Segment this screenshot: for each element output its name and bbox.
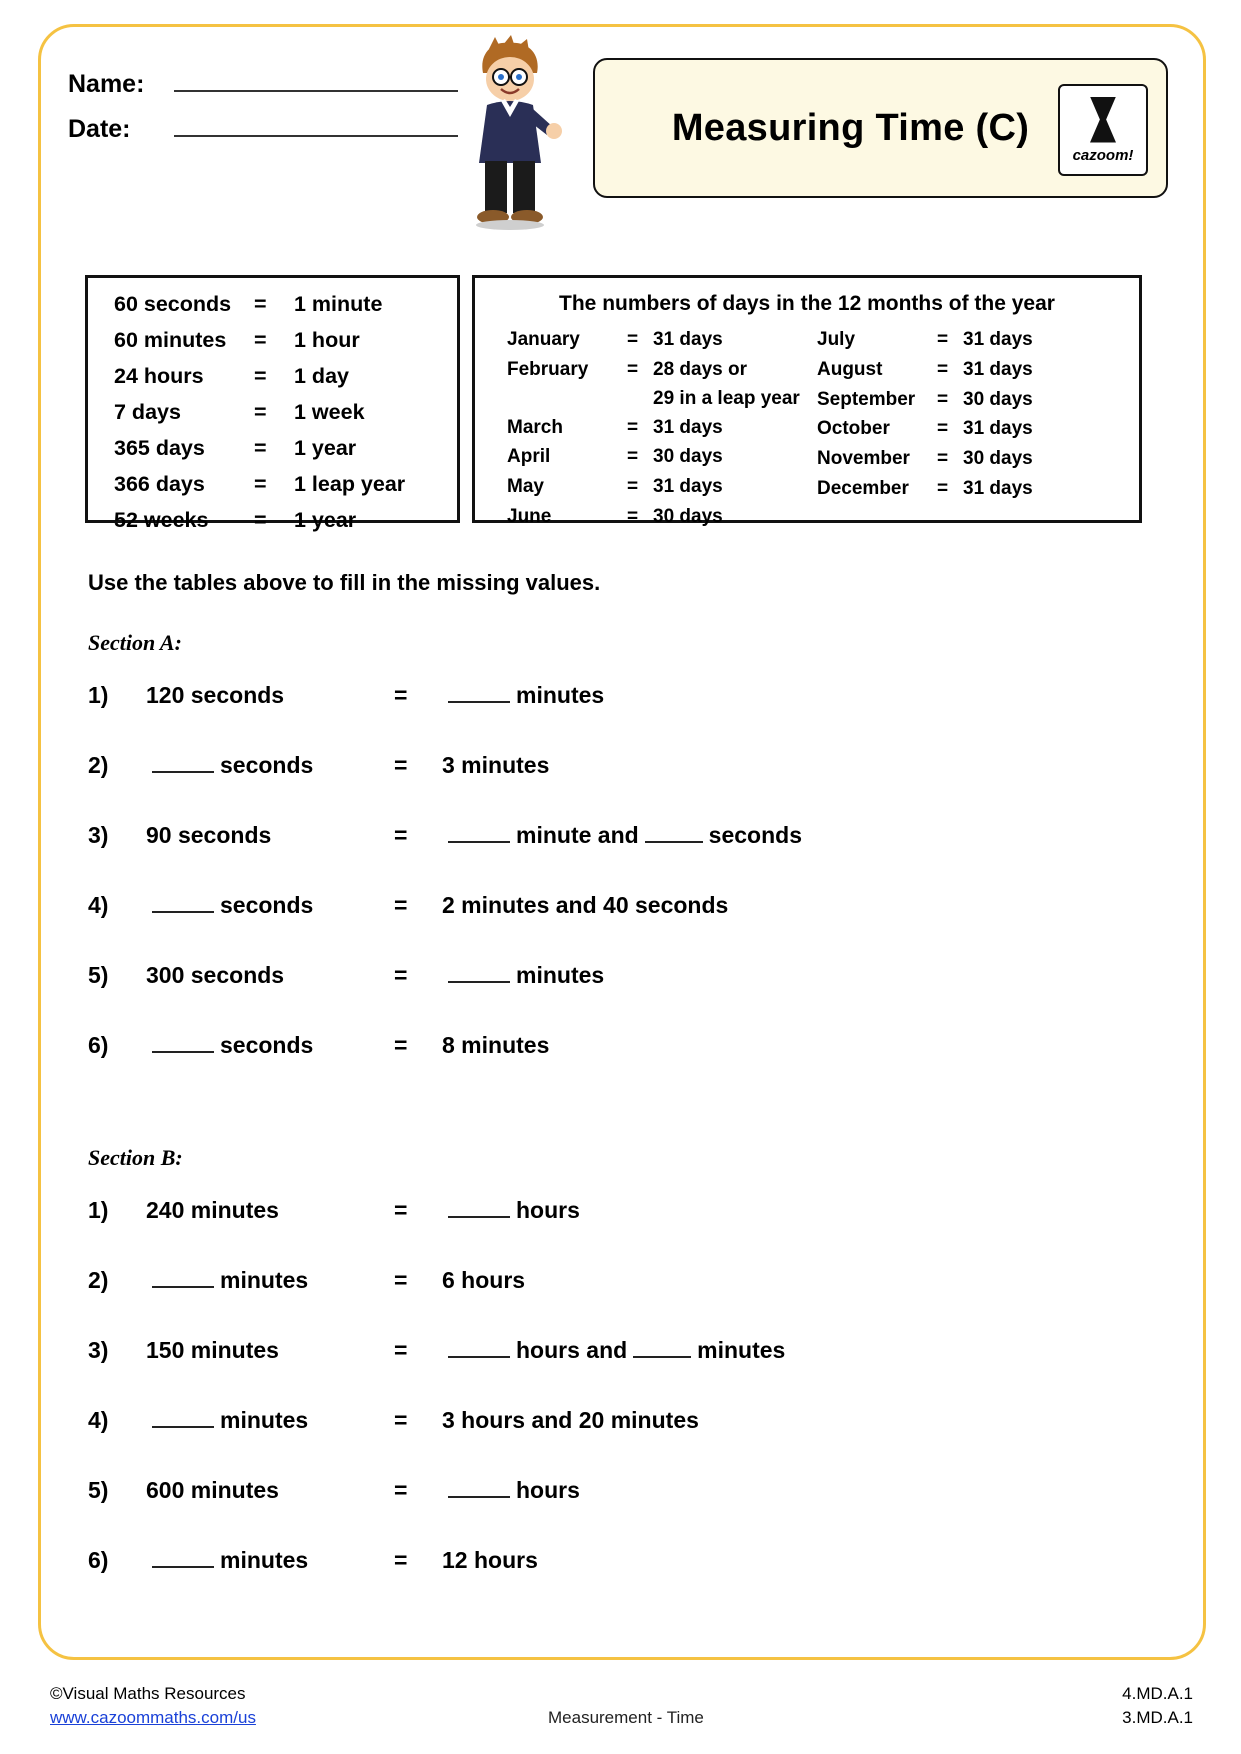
question-equals: = xyxy=(394,1267,408,1293)
table-row xyxy=(114,364,457,389)
question-b-3 xyxy=(88,1337,785,1364)
cazoom-logo xyxy=(1058,84,1148,176)
leap-year-note: 29 in a leap year xyxy=(653,387,800,409)
answer-blank[interactable] xyxy=(152,1408,214,1428)
table-row xyxy=(507,445,817,469)
question-number: 5) xyxy=(88,1477,109,1503)
month-equals: = xyxy=(627,476,639,497)
months-column-right xyxy=(817,328,1127,535)
question-b-2 xyxy=(88,1267,525,1294)
fact-from: 24 hours xyxy=(114,364,204,388)
date-label: Date: xyxy=(68,115,131,143)
question-right: 3 hours and 20 minutes xyxy=(442,1407,699,1433)
question-right xyxy=(442,1477,580,1504)
question-number: 1) xyxy=(88,1197,109,1223)
copyright-text: ©Visual Maths Resources xyxy=(50,1684,246,1703)
month-equals: = xyxy=(937,448,949,469)
month-days: 31 days xyxy=(653,416,723,438)
question-b-5 xyxy=(88,1477,580,1504)
fact-from: 7 days xyxy=(114,400,181,424)
month-equals: = xyxy=(627,329,639,350)
month-name: October xyxy=(817,418,890,440)
question-number: 3) xyxy=(88,1337,109,1363)
question-left xyxy=(146,1267,394,1294)
answer-blank[interactable] xyxy=(448,823,510,843)
answer-unit-2: minutes xyxy=(697,1337,786,1363)
month-name: June xyxy=(507,505,552,527)
section-a-title: Section A: xyxy=(88,630,182,655)
table-row xyxy=(507,358,817,382)
months-table xyxy=(472,275,1142,527)
month-equals: = xyxy=(937,358,949,380)
fact-to: 1 minute xyxy=(294,292,383,316)
month-days: 31 days xyxy=(963,477,1033,499)
boy-mascot-icon xyxy=(455,35,565,230)
question-number: 3) xyxy=(88,822,109,848)
instruction-text: Use the tables above to fill in the missing values. xyxy=(88,570,601,595)
question-equals: = xyxy=(394,1477,408,1503)
question-left xyxy=(146,752,394,779)
fact-equals: = xyxy=(254,472,267,496)
question-number: 2) xyxy=(88,1267,109,1293)
month-equals: = xyxy=(937,418,949,440)
fact-from: 366 days xyxy=(114,472,205,496)
fact-to: 1 leap year xyxy=(294,472,406,496)
month-name: March xyxy=(507,416,563,438)
month-name: April xyxy=(507,446,551,468)
fact-to: 1 year xyxy=(294,436,357,460)
answer-blank[interactable] xyxy=(448,1478,510,1498)
question-number: 6) xyxy=(88,1547,109,1573)
table-row xyxy=(114,400,457,425)
cazoom-wordmark: cazoom! xyxy=(1072,146,1134,164)
table-row xyxy=(507,416,817,440)
month-days: 31 days xyxy=(963,329,1033,350)
month-name: July xyxy=(817,329,856,350)
question-b-1 xyxy=(88,1197,580,1224)
answer-unit-2: seconds xyxy=(708,822,802,848)
month-days: 31 days xyxy=(963,418,1033,440)
fact-equals: = xyxy=(254,292,267,316)
fact-equals: = xyxy=(254,328,267,352)
month-equals: = xyxy=(627,446,639,468)
question-left xyxy=(146,1407,394,1434)
answer-blank[interactable] xyxy=(448,963,510,983)
table-row xyxy=(507,505,817,529)
table-row xyxy=(817,358,1127,382)
table-row xyxy=(114,436,457,461)
answer-unit: seconds xyxy=(220,752,314,778)
question-right xyxy=(442,962,604,989)
question-equals: = xyxy=(394,892,408,918)
answer-unit: minutes xyxy=(220,1407,309,1433)
table-row xyxy=(507,475,817,499)
footer-copyright xyxy=(50,1684,256,1728)
fact-equals: = xyxy=(254,400,267,424)
question-right: 3 minutes xyxy=(442,752,550,778)
question-number: 6) xyxy=(88,1032,109,1058)
table-row xyxy=(817,417,1127,441)
answer-unit: seconds xyxy=(220,892,314,918)
fact-to: 1 week xyxy=(294,400,365,424)
fact-from: 60 minutes xyxy=(114,328,227,352)
month-equals: = xyxy=(937,388,949,410)
month-name: August xyxy=(817,358,883,380)
question-left: 600 minutes xyxy=(146,1477,279,1503)
question-right: 2 minutes and 40 seconds xyxy=(442,892,729,918)
answer-unit: minutes xyxy=(220,1547,309,1573)
question-number: 2) xyxy=(88,752,109,778)
answer-unit: minutes xyxy=(516,682,605,708)
question-right: 12 hours xyxy=(442,1547,538,1573)
answer-blank[interactable] xyxy=(152,1268,214,1288)
fact-from: 52 weeks xyxy=(114,508,209,532)
months-column-left xyxy=(507,328,817,535)
table-row xyxy=(817,477,1127,501)
question-number: 4) xyxy=(88,1407,109,1433)
date-input-line[interactable] xyxy=(174,117,458,137)
date-row xyxy=(68,115,458,144)
question-right xyxy=(442,682,604,709)
question-equals: = xyxy=(394,752,408,778)
question-right xyxy=(442,822,802,849)
answer-unit: minute and xyxy=(516,822,639,848)
student-info xyxy=(68,70,458,160)
month-days: 30 days xyxy=(653,505,723,527)
month-name: December xyxy=(817,477,909,499)
answer-unit: minutes xyxy=(220,1267,309,1293)
month-days: 30 days xyxy=(653,446,723,468)
question-number: 4) xyxy=(88,892,109,918)
question-left xyxy=(146,892,394,919)
question-a-2 xyxy=(88,752,549,779)
table-row xyxy=(114,508,457,533)
question-equals: = xyxy=(394,1547,408,1573)
question-equals: = xyxy=(394,1032,408,1058)
answer-blank[interactable] xyxy=(633,1338,691,1358)
question-b-4 xyxy=(88,1407,699,1434)
answer-blank[interactable] xyxy=(152,1033,214,1053)
month-name: February xyxy=(507,358,589,380)
name-row xyxy=(68,70,458,99)
month-days: 30 days xyxy=(963,448,1033,469)
question-left: 150 minutes xyxy=(146,1337,279,1363)
month-days: 31 days xyxy=(653,329,723,350)
question-a-4 xyxy=(88,892,728,919)
question-left: 120 seconds xyxy=(146,682,285,708)
title-box xyxy=(593,58,1168,198)
month-equals: = xyxy=(627,505,639,527)
answer-unit: hours xyxy=(516,1197,580,1223)
month-equals: = xyxy=(627,416,639,438)
question-number: 1) xyxy=(88,682,109,708)
cazoom-website-link[interactable]: www.cazoommaths.com/us xyxy=(50,1708,256,1727)
table-row xyxy=(817,388,1127,412)
table-row xyxy=(114,292,457,317)
question-equals: = xyxy=(394,962,408,988)
fact-equals: = xyxy=(254,508,267,532)
fact-to: 1 day xyxy=(294,364,349,388)
question-right: 8 minutes xyxy=(442,1032,550,1058)
question-b-6 xyxy=(88,1547,538,1574)
fact-to: 1 hour xyxy=(294,328,360,352)
footer-standards xyxy=(1122,1684,1193,1732)
question-a-3 xyxy=(88,822,802,849)
question-equals: = xyxy=(394,1337,408,1363)
answer-blank[interactable] xyxy=(645,823,703,843)
answer-unit: seconds xyxy=(220,1032,314,1058)
month-days: 31 days xyxy=(963,358,1033,380)
question-equals: = xyxy=(394,1407,408,1433)
month-name: May xyxy=(507,476,544,497)
table-row xyxy=(507,328,817,352)
table-row xyxy=(114,328,457,353)
page-title: Measuring Time (C) xyxy=(671,106,1030,149)
month-equals: = xyxy=(627,358,639,380)
question-right: 6 hours xyxy=(442,1267,526,1293)
fact-from: 365 days xyxy=(114,436,205,460)
question-left: 90 seconds xyxy=(146,822,272,848)
fact-equals: = xyxy=(254,364,267,388)
table-row xyxy=(817,447,1127,471)
answer-blank[interactable] xyxy=(152,753,214,773)
answer-unit: hours xyxy=(516,1477,580,1503)
question-equals: = xyxy=(394,822,408,848)
answer-blank[interactable] xyxy=(448,1198,510,1218)
answer-blank[interactable] xyxy=(448,683,510,703)
standard-code-2: 3.MD.A.1 xyxy=(1122,1708,1193,1727)
standard-code-1: 4.MD.A.1 xyxy=(1122,1684,1193,1703)
answer-blank[interactable] xyxy=(448,1338,510,1358)
question-a-6 xyxy=(88,1032,549,1059)
month-name: January xyxy=(507,329,580,350)
months-table-title: The numbers of days in the 12 months of the year xyxy=(559,292,1055,315)
month-name: September xyxy=(817,388,916,410)
question-left: 300 seconds xyxy=(146,962,285,988)
month-equals: = xyxy=(937,477,949,499)
question-left: 240 minutes xyxy=(146,1197,279,1223)
fact-from: 60 seconds xyxy=(114,292,232,316)
name-input-line[interactable] xyxy=(174,72,458,92)
fact-to: 1 year xyxy=(294,508,357,532)
month-name: November xyxy=(817,448,910,469)
fact-equals: = xyxy=(254,436,267,460)
cazoom-mark-icon xyxy=(1090,97,1116,143)
conversion-table xyxy=(85,275,460,532)
answer-unit: hours and xyxy=(516,1337,628,1363)
answer-blank[interactable] xyxy=(152,893,214,913)
month-days: 30 days xyxy=(963,388,1033,410)
footer-topic: Measurement - Time xyxy=(548,1708,704,1727)
question-equals: = xyxy=(394,682,408,708)
question-right xyxy=(442,1197,580,1224)
question-right xyxy=(442,1337,785,1364)
month-days: 28 days or xyxy=(653,358,747,380)
month-days: 31 days xyxy=(653,476,723,497)
question-left xyxy=(146,1547,394,1574)
question-left xyxy=(146,1032,394,1059)
answer-blank[interactable] xyxy=(152,1548,214,1568)
month-equals: = xyxy=(937,329,949,350)
question-number: 5) xyxy=(88,962,109,988)
section-b-title: Section B: xyxy=(88,1145,183,1170)
answer-unit: minutes xyxy=(516,962,605,988)
question-a-1 xyxy=(88,682,604,709)
table-row xyxy=(114,472,457,497)
question-equals: = xyxy=(394,1197,408,1223)
question-a-5 xyxy=(88,962,604,989)
name-label: Name: xyxy=(68,70,145,98)
table-row xyxy=(817,328,1127,352)
